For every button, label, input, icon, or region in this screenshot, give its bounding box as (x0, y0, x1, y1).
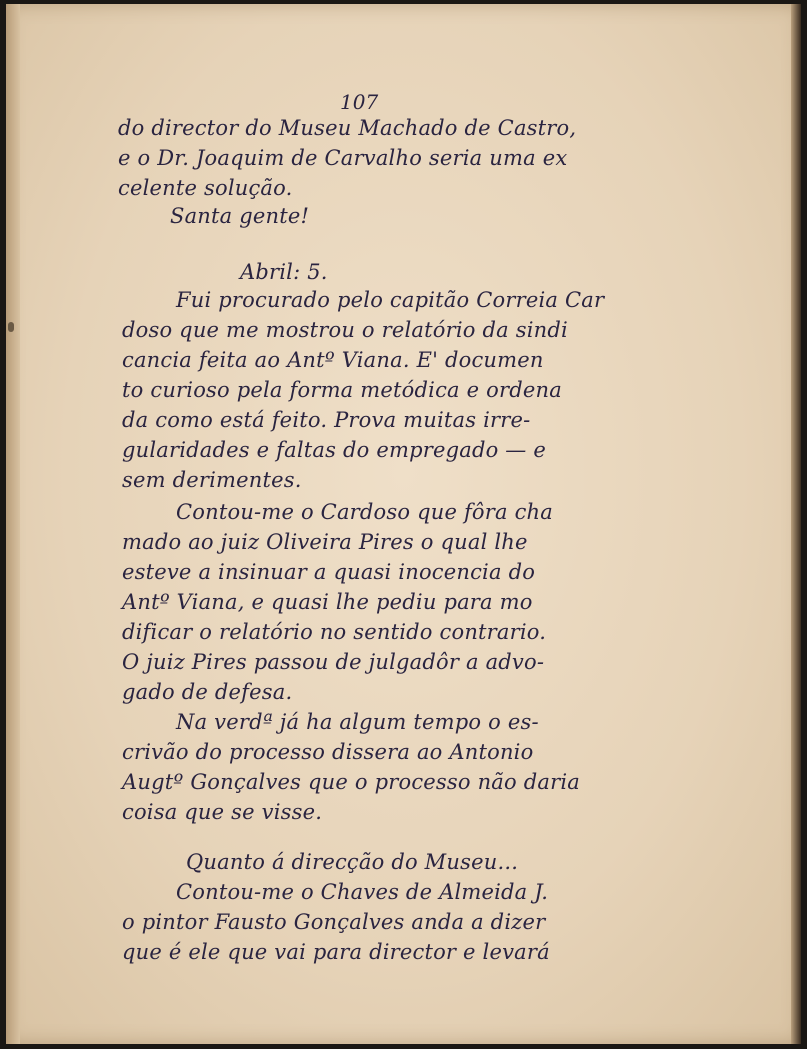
text-line: e o Dr. Joaquim de Carvalho seria uma ex (118, 146, 568, 170)
page-spine (6, 4, 20, 1044)
text-line: crivão do processo dissera ao Antonio (122, 740, 534, 764)
text-line: coisa que se visse. (122, 800, 323, 824)
text-line: do director do Museu Machado de Castro, (118, 116, 577, 140)
text-line: da como está feito. Prova muitas irre- (122, 408, 531, 432)
text-line: gularidades e faltas do empregado — e (122, 438, 547, 462)
text-line: Quanto á direcção do Museu... (186, 850, 519, 874)
text-line: doso que me mostrou o relatório da sindi (122, 318, 568, 342)
text-line: o pintor Fausto Gonçalves anda a dizer (122, 910, 546, 934)
page-number: 107 (340, 90, 379, 114)
text-line: que é ele que vai para director e levará (122, 940, 550, 964)
binding-hole (8, 322, 14, 332)
text-line: sem derimentes. (122, 468, 302, 492)
page-edge-shadow (791, 4, 801, 1044)
text-line: Contou-me o Cardoso que fôra cha (176, 500, 554, 524)
text-line: cancia feita ao Antº Viana. E' documen (122, 348, 544, 372)
text-line: esteve a insinuar a quasi inocencia do (122, 560, 536, 584)
text-line: Santa gente! (170, 204, 310, 228)
manuscript-page (6, 4, 801, 1044)
text-line: to curioso pela forma metódica e ordena (122, 378, 562, 402)
text-line: gado de defesa. (122, 680, 293, 704)
text-line: Antº Viana, e quasi lhe pediu para mo (122, 590, 533, 614)
text-line: Fui procurado pelo capitão Correia Car (176, 288, 605, 312)
text-line: O juiz Pires passou de julgadôr a advo- (122, 650, 545, 674)
text-line: Contou-me o Chaves de Almeida J. (176, 880, 549, 904)
text-line: Na verdª já ha algum tempo o es- (176, 710, 539, 734)
section-date: Abril: 5. (240, 260, 328, 284)
text-line: mado ao juiz Oliveira Pires o qual lhe (122, 530, 528, 554)
text-line: Augtº Gonçalves que o processo não daria (122, 770, 580, 794)
text-line: dificar o relatório no sentido contrario. (122, 620, 547, 644)
text-line: celente solução. (118, 176, 293, 200)
